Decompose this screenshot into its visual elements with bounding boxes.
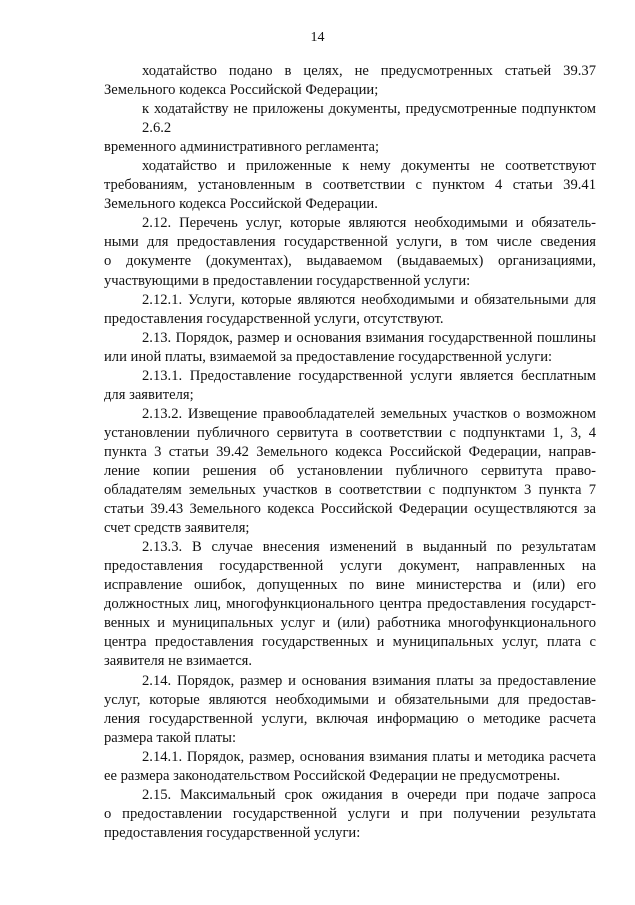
text-line: 2.13.1. Предоставление государственной услуги является бесплатным xyxy=(142,367,596,384)
document-body xyxy=(104,62,596,843)
paragraph xyxy=(104,329,596,367)
text-line: ными для предоставления государственной услуги, в том числе сведения xyxy=(104,234,596,251)
paragraph xyxy=(104,367,596,405)
paragraph xyxy=(104,291,596,329)
text-line: услуг, которые являются необходимыми и обязательными для предостав- xyxy=(104,691,596,708)
text-line: Земельного кодекса Российской Федерации. xyxy=(104,196,378,213)
text-line: обладателям земельных участков в соответствии с подпунктом 3 пункта 7 xyxy=(104,482,596,499)
text-line: участвующими в предоставлении государственной услуги: xyxy=(104,272,471,289)
text-line: Земельного кодекса Российской Федерации; xyxy=(104,82,379,99)
text-line: установлении публичного сервитута в соответствии с подпунктами 1, 3, 4 xyxy=(104,424,596,441)
text-line: статьи 39.43 Земельного кодекса Российской Федерации осуществляются за xyxy=(104,501,596,518)
paragraph xyxy=(104,157,596,214)
paragraph xyxy=(104,100,596,157)
text-line: ее размера законодательством Российской Федерации не предусмотрены. xyxy=(104,767,561,784)
paragraph xyxy=(104,214,596,290)
text-line: 2.14. Порядок, размер и основания взимания платы за предоставление xyxy=(142,672,596,689)
paragraph xyxy=(104,405,596,538)
text-line: заявителя не взимается. xyxy=(104,653,253,670)
text-line: требованиям, установленным в соответствии с пунктом 4 статьи 39.41 xyxy=(104,177,596,194)
text-line: должностных лиц, многофункционального центра предоставления государст- xyxy=(104,596,596,613)
text-line: счет средств заявителя; xyxy=(104,520,250,537)
text-line: исправление ошибок, допущенных по вине министерства и (или) его xyxy=(104,577,596,594)
text-line: ление копии решения об установлении публичного сервитута право- xyxy=(104,462,596,479)
text-line: 2.13. Порядок, размер и основания взимания государственной пошлины xyxy=(142,329,596,346)
paragraph xyxy=(104,538,596,671)
text-line: ходатайство и приложенные к нему документы не соответствуют xyxy=(142,158,596,175)
text-line: ходатайство подано в целях, не предусмотренных статьей 39.37 xyxy=(142,63,596,79)
text-line: для заявителя; xyxy=(104,386,194,403)
text-line: 2.12.1. Услуги, которые являются необходимыми и обязательными для xyxy=(142,291,596,308)
text-line: 2.13.2. Извещение правообладателей земельных участков о возможном xyxy=(142,405,596,422)
text-line: венных и муниципальных услуг и (или) работника многофункционального xyxy=(104,615,596,632)
text-line: предоставления государственной услуги, отсутствуют. xyxy=(104,310,444,327)
text-line: о предоставлении государственной услуги и при получении результата xyxy=(104,805,596,822)
text-line: пункта 3 статьи 39.42 Земельного кодекса Российской Федерации, направ- xyxy=(104,443,596,460)
text-line: размера такой платы: xyxy=(104,729,237,746)
page-number: 14 xyxy=(310,30,325,45)
text-line: ления государственной услуги, включая информацию о методике расчета xyxy=(104,710,596,727)
text-line: о документе (документах), выдаваемом (выдаваемых) организациями, xyxy=(104,253,596,270)
text-line: 2.15. Максимальный срок ожидания в очереди при подаче запроса xyxy=(142,786,596,803)
text-line: центра предоставления государственных и муниципальных услуг, плата с xyxy=(104,634,596,651)
text-line: или иной платы, взимаемой за предоставление государственной услуги: xyxy=(104,348,553,365)
text-line: 2.12. Перечень услуг, которые являются необходимыми и обязатель- xyxy=(142,215,596,232)
text-line: 2.13.3. В случае внесения изменений в выданный по результатам xyxy=(142,539,596,556)
paragraph xyxy=(104,786,596,843)
paragraph xyxy=(104,62,596,100)
text-line: временного административного регламента; xyxy=(104,139,380,156)
text-line: предоставления государственной услуги документ, направленных на xyxy=(104,558,596,575)
text-line: к ходатайству не приложены документы, предусмотренные подпунктом 2.6.2 xyxy=(142,101,596,137)
text-line: 2.14.1. Порядок, размер, основания взимания платы и методика расчета xyxy=(142,748,596,765)
text-line: предоставления государственной услуги: xyxy=(104,824,361,841)
paragraph xyxy=(104,672,596,748)
paragraph xyxy=(104,748,596,786)
